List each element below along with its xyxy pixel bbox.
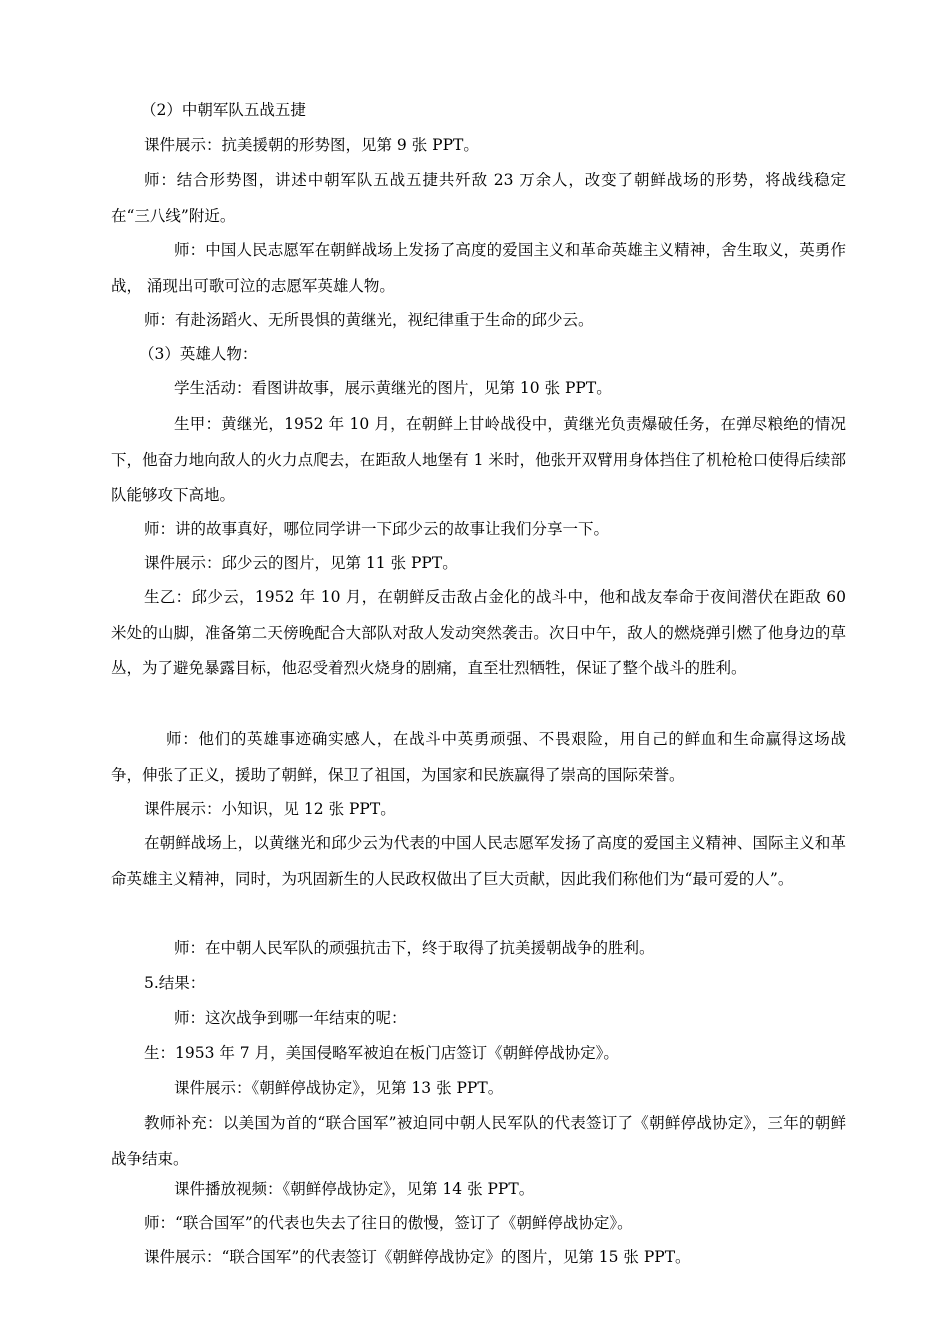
paragraph-teacher-question: 师：这次战争到哪一年结束的呢：: [174, 1009, 407, 1027]
section-heading-heroes: （3）英雄人物：: [139, 345, 258, 363]
paragraph-student-answer: 生：1953 年 7 月，美国侵略军被迫在板门店签订《朝鲜停战协定》。: [144, 1044, 619, 1062]
section-heading-result: 5.结果：: [144, 974, 206, 992]
paragraph-teacher-supplement: 教师补充：以美国为首的“联合国军”被迫同中朝人民军队的代表签订了《朝鲜停战协定》，三年的朝鲜战争结束。: [111, 1114, 846, 1168]
paragraph-teacher-victory: 师：在中朝人民军队的顽强抗击下，终于取得了抗美援朝战争的胜利。: [174, 939, 655, 957]
paragraph-courseware-13: 课件展示：《朝鲜停战协定》，见第 13 张 PPT。: [174, 1079, 504, 1097]
paragraph-teacher-volunteers: 师：中国人民志愿军在朝鲜战场上发扬了高度的爱国主义和革命英雄主义精神，舍生取义，英勇作战， 涌现出可歌可泣的志愿军英雄人物。: [111, 241, 846, 295]
paragraph-loveliest-people: 在朝鲜战场上，以黄继光和邱少云为代表的中国人民志愿军发扬了高度的爱国主义精神、国际主义和革命英雄主义精神，同时，为巩固新生的人民政权做出了巨大贡献，因此我们称他们为“最可爱的人”。: [111, 834, 846, 888]
paragraph-teacher-heroes: 师：有赴汤蹈火、无所畏惧的黄继光，视纪律重于生命的邱少云。: [144, 311, 594, 329]
section-heading-battles: （2）中朝军队五战五捷: [141, 101, 306, 119]
paragraph-courseware-12: 课件展示：小知识，见 12 张 PPT。: [144, 800, 396, 818]
paragraph-courseware-15: 课件展示：“联合国军”的代表签订《朝鲜停战协定》的图片，见第 15 张 PPT。: [144, 1248, 691, 1266]
paragraph-courseware-9: 课件展示：抗美援朝的形势图，见第 9 张 PPT。: [144, 136, 479, 154]
paragraph-teacher-touching: 师：他们的英雄事迹确实感人，在战斗中英勇顽强、不畏艰险，用自己的鲜血和生命赢得这场战争，伸张了正义，援助了朝鲜，保卫了祖国，为国家和民族赢得了崇高的国际荣誉。: [111, 730, 846, 784]
paragraph-student-activity: 学生活动：看图讲故事，展示黄继光的图片，见第 10 张 PPT。: [174, 379, 612, 397]
paragraph-teacher-arrogance: 师：“联合国军”的代表也失去了往日的傲慢，签订了《朝鲜停战协定》。: [144, 1214, 633, 1232]
paragraph-student-a: 生甲：黄继光，1952 年 10 月，在朝鲜上甘岭战役中，黄继光负责爆破任务，在弹尽粮绝的情况下，他奋力地向敌人的火力点爬去，在距敌人地堡有 1 米时，他张开双臂用身体挡住了机枪枪口使得后续部队能够攻下高地。: [111, 415, 846, 504]
paragraph-teacher-praise: 师：讲的故事真好，哪位同学讲一下邱少云的故事让我们分享一下。: [144, 520, 610, 538]
paragraph-teacher-map: 师：结合形势图，讲述中朝军队五战五捷共歼敌 23 万余人，改变了朝鲜战场的形势，将战线稳定在“三八线”附近。: [111, 171, 846, 225]
paragraph-courseware-11: 课件展示：邱少云的图片，见第 11 张 PPT。: [144, 554, 458, 572]
paragraph-student-b: 生乙：邱少云，1952 年 10 月，在朝鲜反击敌占金化的战斗中，他和战友奉命于夜间潜伏在距敌 60 米处的山脚，准备第二天傍晚配合大部队对敌人发动突然袭击。次日中午，敌人的燃烧弹引燃了他身边的草丛，为了避免暴露目标，他忍受着烈火烧身的剧痛，直至壮烈牺牲，保证了整个战斗的胜利。: [111, 588, 846, 677]
paragraph-video-14: 课件播放视频：《朝鲜停战协定》，见第 14 张 PPT。: [174, 1180, 535, 1198]
